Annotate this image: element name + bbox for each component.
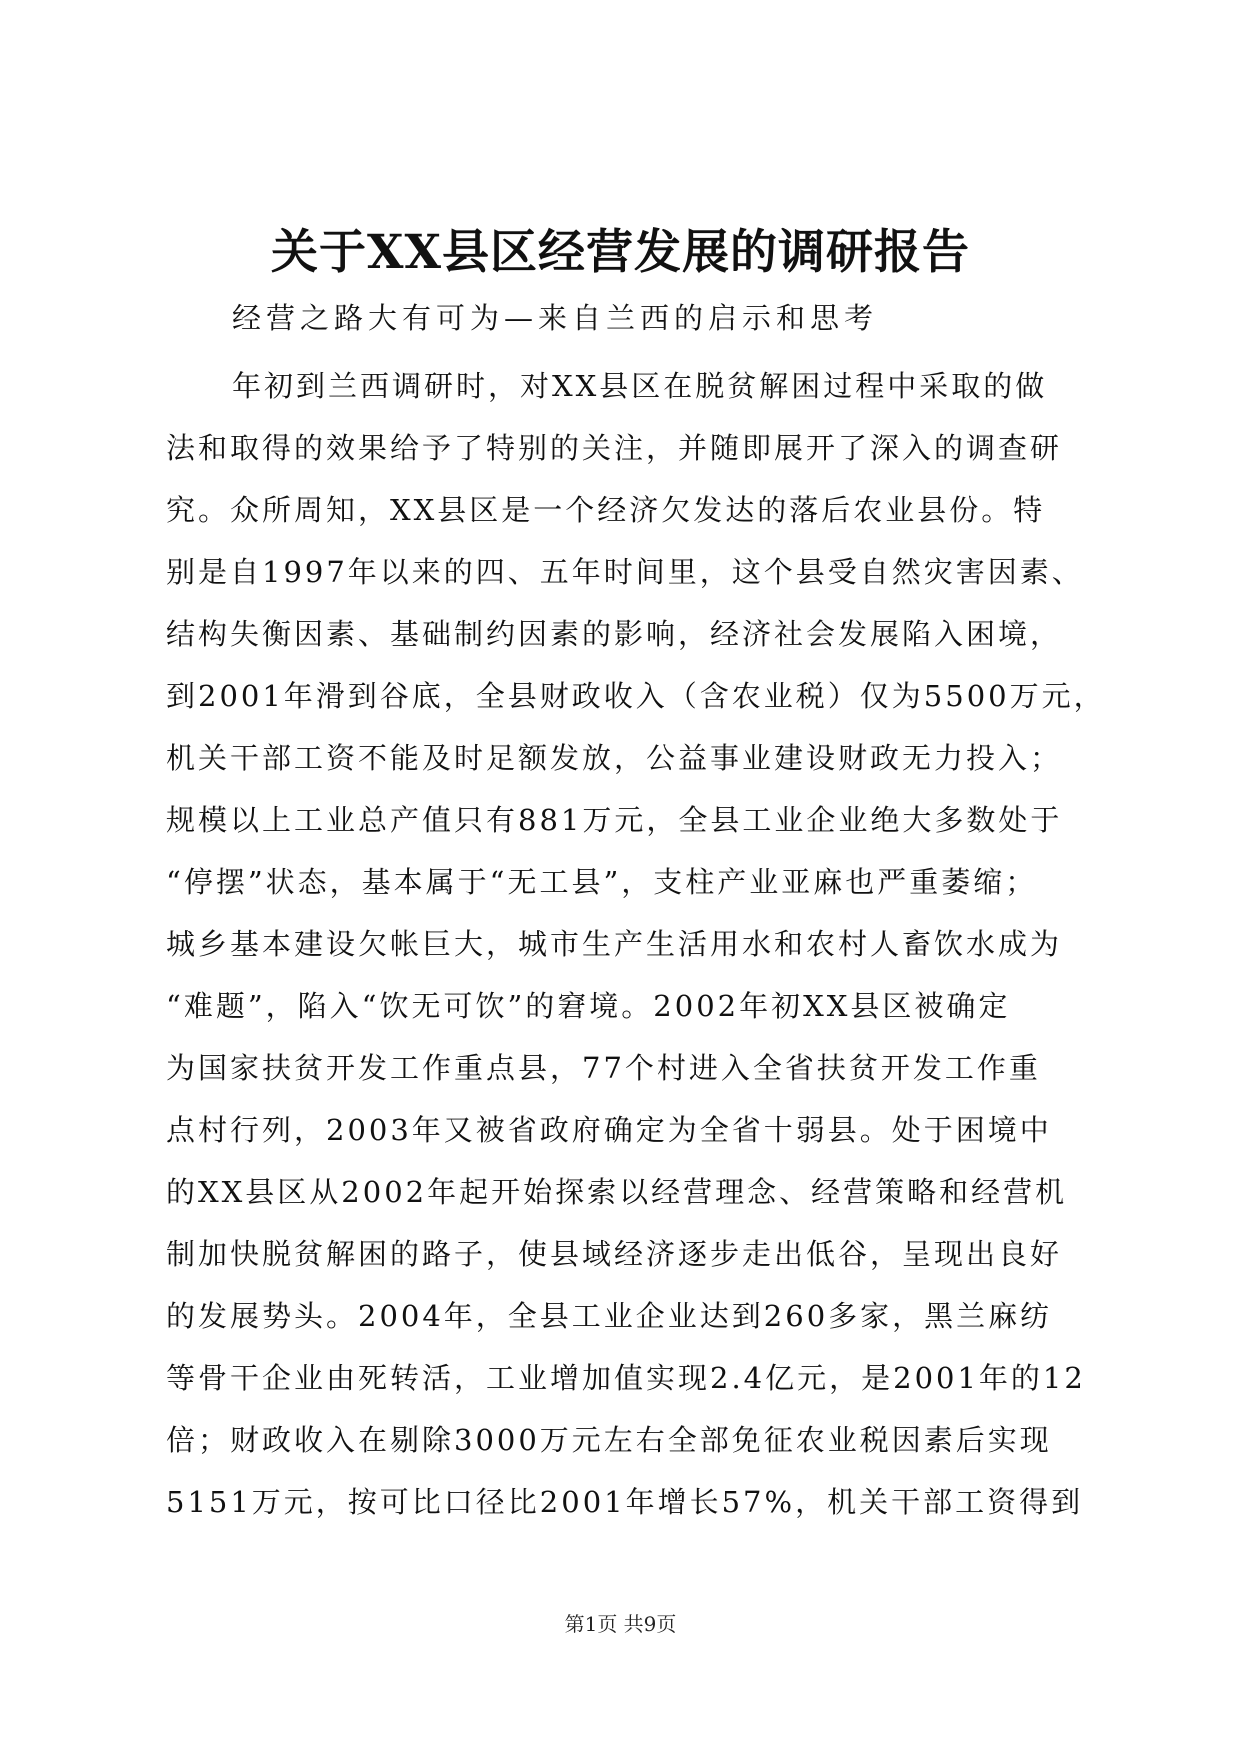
page-number-label: 第1页 共9页: [564, 1612, 677, 1636]
text-line: 机关干部工资不能及时足额发放，公益事业建设财政无力投入；: [166, 741, 1063, 775]
text-line: 制加快脱贫解困的路子，使县域经济逐步走出低谷，呈现出良好: [166, 1237, 1063, 1271]
text-line: 倍；财政收入在剔除3000万元左右全部免征农业税因素后实现: [166, 1423, 1052, 1457]
body-paragraph: [166, 355, 1106, 1533]
text-line: “停摆”状态，基本属于“无工县”，支柱产业亚麻也严重萎缩；: [166, 865, 1038, 899]
document-subtitle: 经营之路大有可为—来自兰西的启示和思考: [232, 301, 879, 335]
text-line: 年初到兰西调研时，对XX县区在脱贫解困过程中采取的做: [232, 369, 1048, 403]
text-line: 到2001年滑到谷底，全县财政收入（含农业税）仅为5500万元，: [166, 679, 1106, 713]
text-line: 的XX县区从2002年起开始探索以经营理念、经营策略和经营机: [166, 1175, 1068, 1209]
text-line: 5151万元，按可比口径比2001年增长57%，机关干部工资得到: [166, 1485, 1084, 1519]
text-line: 结构失衡因素、基础制约因素的影响，经济社会发展陷入困境，: [166, 617, 1063, 651]
text-line: 规模以上工业总产值只有881万元，全县工业企业绝大多数处于: [166, 803, 1063, 837]
text-line: 等骨干企业由死转活，工业增加值实现2.4亿元，是2001年的12: [166, 1361, 1086, 1395]
document-title: 关于XX县区经营发展的调研报告: [271, 225, 970, 280]
text-line: 的发展势头。2004年，全县工业企业达到260多家，黑兰麻纺: [166, 1299, 1053, 1333]
text-line: 法和取得的效果给予了特别的关注，并随即展开了深入的调查研: [166, 431, 1063, 465]
text-line: 城乡基本建设欠帐巨大，城市生产生活用水和农村人畜饮水成为: [166, 927, 1063, 961]
text-line: 为国家扶贫开发工作重点县，77个村进入全省扶贫开发工作重: [166, 1051, 1041, 1085]
text-line: 点村行列，2003年又被省政府确定为全省十弱县。处于困境中: [166, 1113, 1052, 1147]
text-line: “难题”，陷入“饮无可饮”的窘境。2002年初XX县区被确定: [166, 989, 1011, 1023]
text-line: 别是自1997年以来的四、五年时间里，这个县受自然灾害因素、: [166, 555, 1084, 589]
text-line: 究。众所周知，XX县区是一个经济欠发达的落后农业县份。特: [166, 493, 1046, 527]
page-footer: [0, 1610, 1241, 1638]
